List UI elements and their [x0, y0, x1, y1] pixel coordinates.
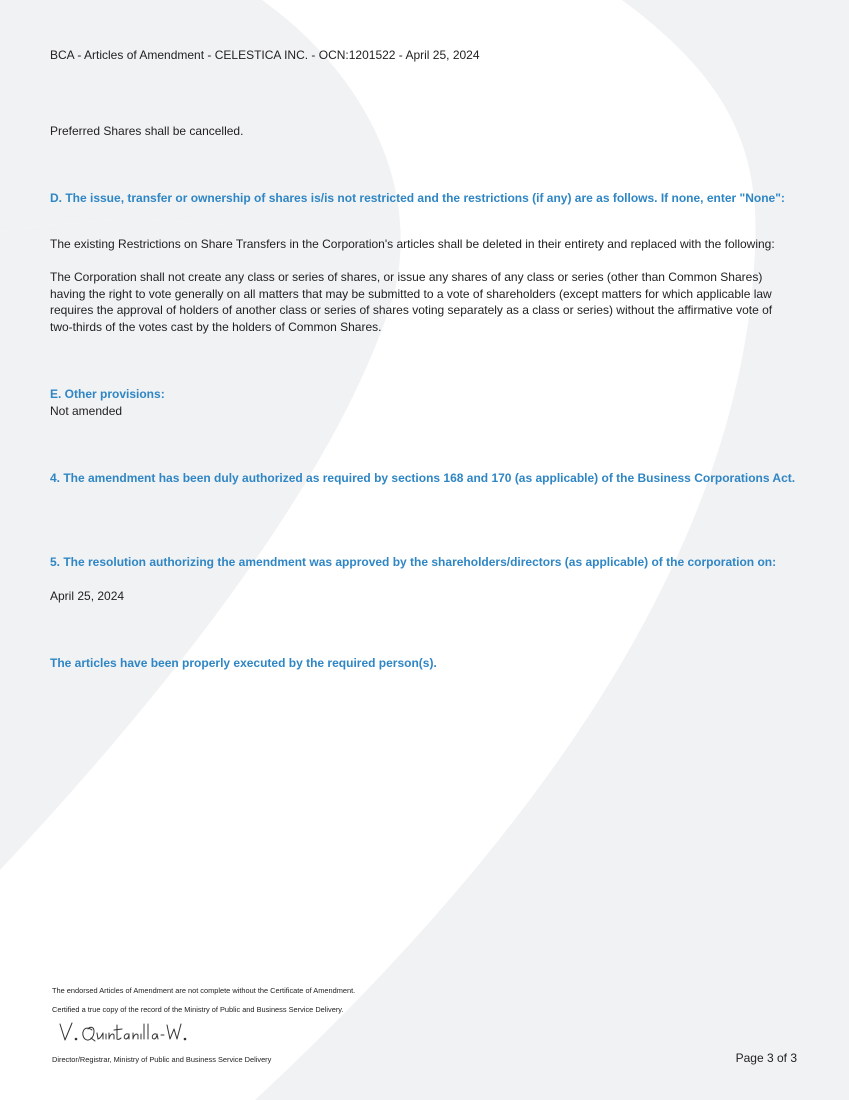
section-5-heading: 5. The resolution authorizing the amendment was approved by the shareholders/directors (as applicable) of the corporation on:: [50, 555, 777, 569]
document-header: BCA - Articles of Amendment - CELESTICA INC. - OCN:1201522 - April 25, 2024: [50, 48, 480, 62]
section-d-text-1: The existing Restrictions on Share Transfers in the Corporation's articles shall be deleted in their entirety and replaced with the following:: [50, 237, 775, 251]
page-number: Page 3 of 3: [735, 1051, 797, 1065]
signatory-title: Director/Registrar, Ministry of Public and Business Service Delivery: [52, 1055, 272, 1064]
execution-statement: The articles have been properly executed by the required person(s).: [50, 656, 437, 670]
section-d-text-2: The Corporation shall not create any class or series of shares, or issue any shares of any class or series (other than Common Shares) having the right to vote generally on all matters that may be submitted to a vote of shareholders (except matters for which applicable law requires the approval of holders of another class or series of shares voting separately as a class or series) without the affirmative vote of two-thirds of the votes cast by the holders of Common Shares.: [50, 270, 773, 334]
section-e-value: Not amended: [50, 404, 123, 418]
section-4-heading: 4. The amendment has been duly authorized as required by sections 168 and 170 (as applicable) of the Business Corporations Act.: [50, 471, 796, 485]
section-5-value: April 25, 2024: [50, 589, 125, 603]
footer-note: The endorsed Articles of Amendment are not complete without the Certificate of Amendment.: [52, 986, 356, 995]
signature-image: [58, 1020, 208, 1046]
section-e-heading: E. Other provisions:: [50, 387, 165, 401]
intro-text: Preferred Shares shall be cancelled.: [50, 124, 244, 138]
section-d-heading: D. The issue, transfer or ownership of shares is/is not restricted and the restrictions (if any) are as follows. If none, enter "None":: [50, 191, 785, 205]
certified-copy-note: Certified a true copy of the record of the Ministry of Public and Business Service Delivery.: [52, 1005, 344, 1014]
